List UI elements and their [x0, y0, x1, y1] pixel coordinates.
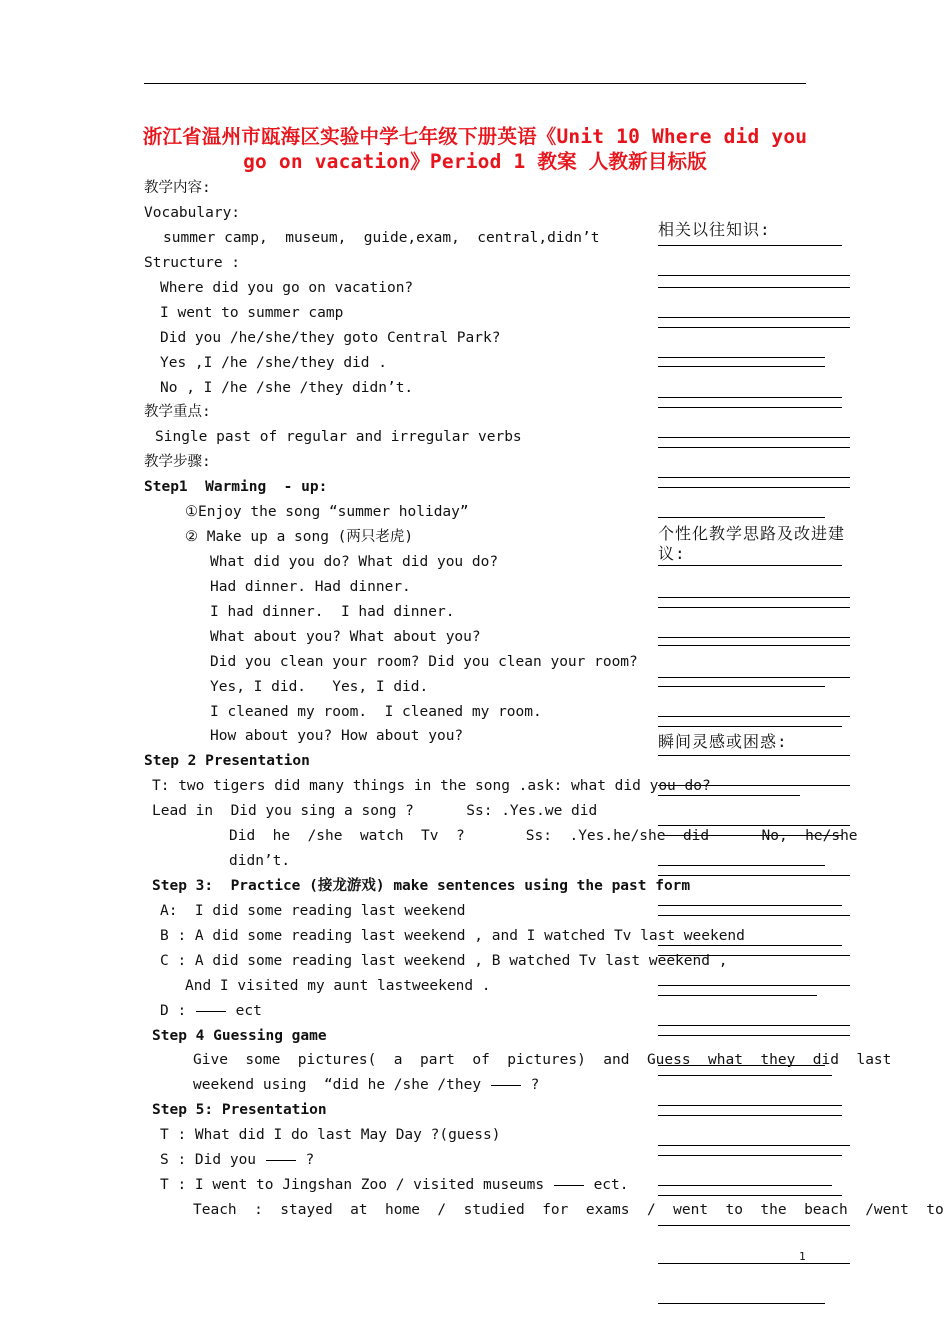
note-writing-line: [658, 686, 825, 687]
step3-heading: Step 3: Practice (接龙游戏) make sentences using the past form: [152, 878, 691, 894]
song-line: I had dinner. I had dinner.: [210, 604, 455, 620]
step3-line-d: [160, 1001, 262, 1021]
step1-heading: Step1 Warming - up:: [144, 479, 328, 495]
vocabulary-label: Vocabulary:: [144, 205, 241, 221]
step2-line: T: two tigers did many things in the song .ask: what did you do?: [152, 778, 711, 794]
step4-line: [193, 1075, 539, 1095]
step5-line: [160, 1175, 629, 1195]
step5-end: ?: [305, 1152, 315, 1168]
step4-text: weekend using “did he /she /they: [193, 1077, 482, 1093]
step1-item: ①Enjoy the song “summer holiday”: [185, 504, 469, 520]
note-writing-line: [658, 1025, 850, 1026]
song-line: Had dinner. Had dinner.: [210, 579, 411, 595]
note-writing-line: [658, 275, 850, 276]
step5-line: T : What did I do last May Day ?(guess): [160, 1127, 501, 1143]
note-writing-line: [658, 565, 842, 566]
song-line: Did you clean your room? Did you clean your room?: [210, 654, 638, 670]
step5-line: Teach : stayed at home / studied for exams / went to the beach /went to: [193, 1202, 944, 1218]
step3-line: C : A did some reading last weekend , B watched Tv last weekend ,: [160, 953, 728, 969]
step4-heading: Step 4 Guessing game: [152, 1028, 327, 1044]
step3-line: A: I did some reading last weekend: [160, 903, 466, 919]
note-writing-line: [658, 607, 850, 608]
blank-rule: [554, 1185, 584, 1186]
step5-end: ect.: [593, 1177, 629, 1193]
step2-line: Did he /she watch Tv ? Ss: .Yes.he/she did No, he/she: [229, 828, 858, 844]
note-writing-line: [658, 755, 850, 756]
note-writing-line: [658, 397, 842, 398]
structure-line: Did you /he/she/they goto Central Park?: [160, 330, 501, 346]
note-writing-line: [658, 1115, 842, 1116]
structure-line: Yes ,I /he /she/they did .: [160, 355, 387, 371]
note-writing-line: [658, 1195, 842, 1196]
note-writing-line: [658, 597, 850, 598]
note-writing-line: [658, 317, 850, 318]
blank-rule: [196, 1011, 226, 1012]
step4-end: ?: [530, 1077, 540, 1093]
note-writing-line: [658, 366, 825, 367]
focus-text: Single past of regular and irregular verbs: [155, 429, 522, 445]
focus-heading: 教学重点:: [144, 404, 211, 420]
note-writing-line: [658, 1105, 842, 1106]
note-writing-line: [658, 726, 842, 727]
step5-text: T : I went to Jingshan Zoo / visited museums: [160, 1177, 545, 1193]
song-line: Yes, I did. Yes, I did.: [210, 679, 429, 695]
note-writing-line: [658, 245, 842, 246]
step5-heading: Step 5: Presentation: [152, 1102, 327, 1118]
step2-line: didn’t.: [229, 853, 291, 869]
vocabulary-list: summer camp, museum, guide,exam, central,didn’t: [163, 230, 600, 246]
note-writing-line: [658, 437, 850, 438]
structure-line: Where did you go on vacation?: [160, 280, 414, 296]
note-writing-line: [658, 1155, 842, 1156]
note-writing-line: [658, 1303, 825, 1304]
note-suggestions: 个性化教学思路及改进建议:: [658, 524, 846, 563]
note-writing-line: [658, 1225, 850, 1226]
note-writing-line: [658, 1035, 850, 1036]
step4-line: Give some pictures( a part of pictures) and Guess what they did last: [193, 1052, 892, 1068]
content-heading: 教学内容:: [144, 180, 211, 196]
step5-line: [160, 1150, 314, 1170]
note-inspiration: 瞬间灵感或困惑:: [658, 732, 788, 751]
step3-line: B : A did some reading last weekend , and I watched Tv last weekend: [160, 928, 745, 944]
step3-d-label: D :: [160, 1003, 187, 1019]
note-writing-line: [658, 677, 850, 678]
note-writing-line: [658, 487, 850, 488]
step3-line: And I visited my aunt lastweekend .: [185, 978, 491, 994]
note-writing-line: [658, 357, 825, 358]
song-line: How about you? How about you?: [210, 728, 464, 744]
note-writing-line: [658, 447, 850, 448]
header-rule: [144, 83, 806, 84]
steps-heading: 教学步骤:: [144, 454, 211, 470]
song-line: I cleaned my room. I cleaned my room.: [210, 704, 542, 720]
note-writing-line: [658, 637, 850, 638]
note-writing-line: [658, 1263, 850, 1264]
structure-label: Structure :: [144, 255, 241, 271]
structure-line: I went to summer camp: [160, 305, 344, 321]
structure-line: No , I /he /she /they didn’t.: [160, 380, 414, 396]
document-title: 浙江省温州市瓯海区实验中学七年级下册英语《Unit 10 Where did you go on vacation》Period 1 教案 人教新目标版: [142, 125, 808, 173]
note-writing-line: [658, 1145, 850, 1146]
blank-rule: [266, 1160, 296, 1161]
note-writing-line: [658, 407, 842, 408]
note-writing-line: [658, 1075, 832, 1076]
step2-heading: Step 2 Presentation: [144, 753, 310, 769]
song-line: What about you? What about you?: [210, 629, 481, 645]
note-writing-line: [658, 1185, 832, 1186]
song-line: What did you do? What did you do?: [210, 554, 499, 570]
note-writing-line: [658, 905, 842, 906]
step2-line: Lead in Did you sing a song ? Ss: .Yes.we did: [152, 803, 598, 819]
note-writing-line: [658, 985, 850, 986]
note-writing-line: [658, 865, 825, 866]
step5-text: S : Did you: [160, 1152, 257, 1168]
note-writing-line: [658, 915, 850, 916]
note-writing-line: [658, 995, 817, 996]
note-writing-line: [658, 287, 850, 288]
page-number: 1: [799, 1250, 806, 1263]
note-writing-line: [658, 517, 825, 518]
note-writing-line: [658, 327, 850, 328]
note-writing-line: [658, 645, 850, 646]
blank-rule: [491, 1085, 521, 1086]
step3-d-ect: ect: [235, 1003, 262, 1019]
note-writing-line: [658, 477, 850, 478]
step1-item: ② Make up a song (两只老虎): [185, 529, 414, 545]
note-writing-line: [658, 716, 850, 717]
note-prior-knowledge: 相关以往知识:: [658, 220, 771, 239]
